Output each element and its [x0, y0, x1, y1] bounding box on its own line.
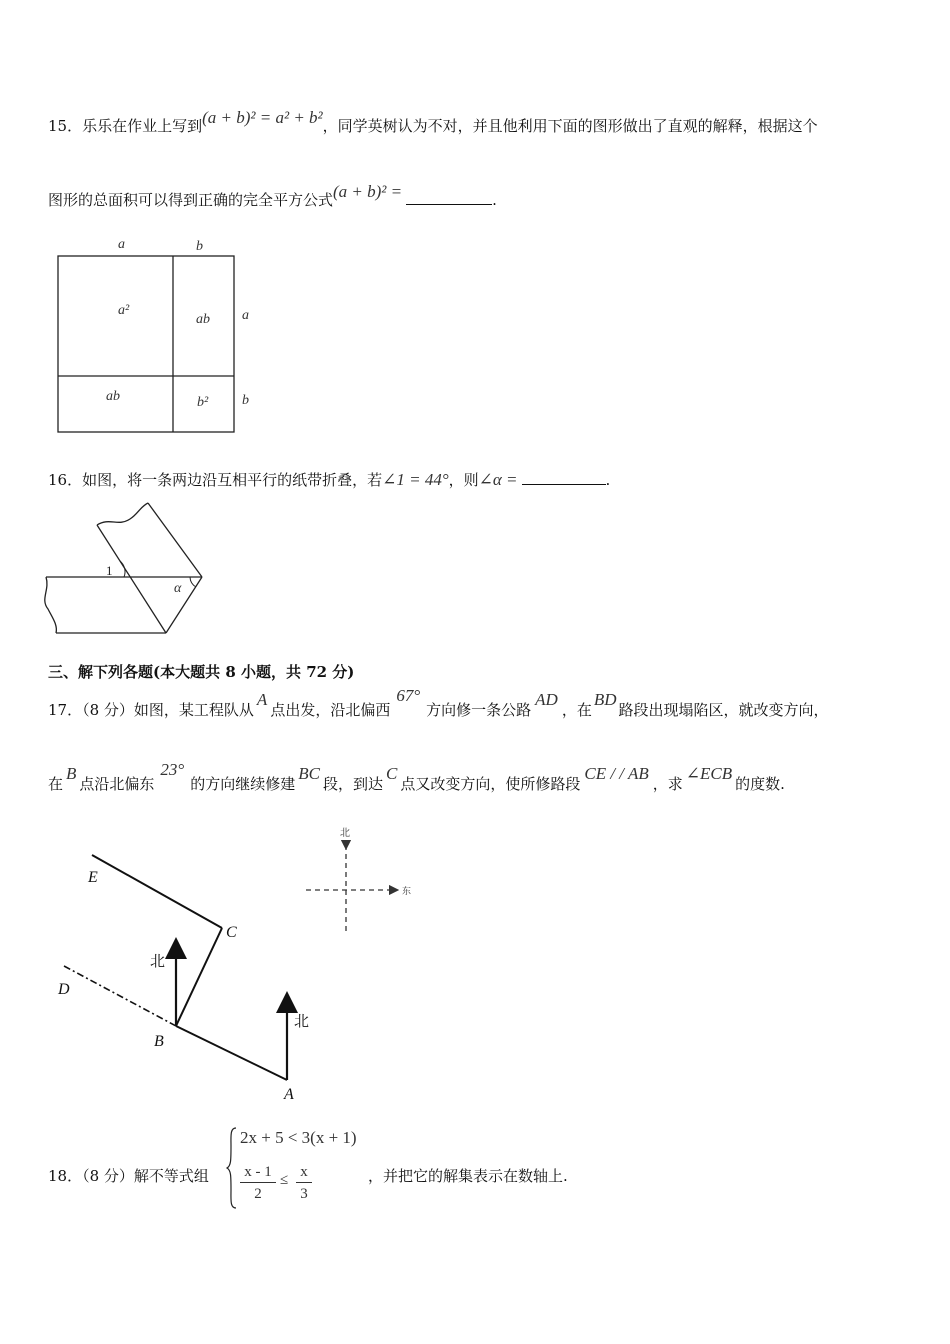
strip-torn-end	[45, 577, 57, 633]
section-3-title: 三、解下列各题(本大题共 8 小题，共 72 分)	[48, 663, 355, 681]
q16-figure	[40, 495, 220, 640]
label-c: C	[226, 924, 237, 941]
system-brace	[226, 1126, 238, 1210]
fraction-1	[240, 1162, 276, 1205]
q17-ce-parallel-ab: CE / / AB	[584, 764, 649, 783]
q15-end: .	[492, 191, 497, 209]
segment-cb	[176, 928, 222, 1026]
north-label-a: 北	[294, 1014, 310, 1030]
q17-score: （8 分）	[82, 701, 134, 719]
label-angle-1: 1	[106, 563, 113, 578]
label-right-a: a	[242, 308, 249, 323]
fraction-2-denominator: 3	[300, 1186, 308, 1202]
q17-t8: 的方向继续修建	[190, 775, 296, 793]
q17-t11: ，求	[652, 775, 683, 793]
q15-text-c: 图形的总面积可以得到正确的完全平方公式	[48, 191, 334, 209]
label-right-b: b	[242, 393, 249, 408]
q17-bc: BC	[298, 764, 320, 783]
q17-t1: 如图，某工程队从	[133, 701, 254, 719]
q17-t12: 的度数.	[735, 775, 785, 793]
fold-torn-end	[97, 503, 148, 525]
q16-text-a: 如图，将一条两边沿互相平行的纸带折叠，若	[82, 471, 383, 489]
q18-number: 18．	[48, 1167, 83, 1185]
q17-point-c: C	[386, 764, 398, 783]
q18-inequality-system	[226, 1126, 366, 1210]
q16-angle-ask: ∠α =	[478, 470, 518, 489]
q15-answer-blank[interactable]	[406, 190, 492, 205]
q17-t10: 点又改变方向，使所修路段	[400, 775, 581, 793]
label-top-a: a	[118, 237, 125, 252]
q15-text-a: 乐乐在作业上写到	[82, 117, 203, 135]
fold-crease	[166, 577, 202, 633]
fraction-1-numerator: x - 1	[240, 1162, 276, 1183]
segment-db-dashed	[64, 966, 176, 1026]
q16-text-b: ，则	[448, 471, 479, 489]
north-label-b: 北	[150, 954, 166, 970]
q15-formula-wrong: (a + b)² = a² + b²	[202, 108, 323, 127]
q17-t3: 方向修一条公路	[426, 701, 532, 719]
q15-text-b: ，同学英树认为不对，并且他利用下面的图形做出了直观的解释，根据这个	[322, 117, 818, 135]
label-b: B	[154, 1033, 164, 1050]
q17-t5: 路段出现塌陷区，就改变方向，	[618, 701, 829, 719]
segment-ec	[92, 855, 222, 928]
q16-angle-given: ∠1 = 44°	[382, 470, 449, 489]
label-angle-alpha: α	[174, 581, 182, 596]
cell-ab-top: ab	[196, 312, 210, 327]
cell-ab-bottom: ab	[106, 389, 120, 404]
q17-number: 17．	[48, 701, 83, 719]
q17-angle-ecb: ∠ECB	[685, 764, 733, 783]
q17-t2: 点出发，沿北偏西	[270, 701, 391, 719]
fraction-2-numerator: x	[296, 1162, 312, 1183]
q17-t9: 段，到达	[322, 775, 383, 793]
compass-east-label: 东	[402, 886, 412, 896]
q17-ad: AD	[535, 690, 558, 709]
label-top-b: b	[196, 239, 203, 254]
q18-score: （8 分）	[82, 1167, 134, 1185]
q17-line2	[48, 760, 785, 794]
q17-deg1: 67°	[396, 686, 421, 705]
q17-point-a: A	[256, 690, 268, 709]
label-e: E	[88, 869, 98, 886]
q17-deg2: 23°	[160, 760, 185, 779]
angle-1-arc	[120, 561, 125, 577]
q17-t7: 点沿北偏东	[79, 775, 155, 793]
q17-point-b: B	[66, 764, 77, 783]
q15-line2	[48, 182, 497, 210]
inequality-2	[240, 1162, 360, 1208]
label-d: D	[58, 981, 70, 998]
cell-a-squared: a²	[118, 303, 130, 318]
q16-answer-blank[interactable]	[522, 470, 606, 485]
q16-end: .	[605, 471, 611, 489]
fraction-1-denominator: 2	[254, 1186, 262, 1202]
q17-bd: BD	[593, 690, 617, 709]
angle-alpha-arc	[190, 577, 196, 587]
fraction-2	[296, 1162, 312, 1205]
q16-line	[48, 470, 610, 490]
q15-figure	[40, 230, 270, 440]
q18-tail: ，并把它的解集表示在数轴上.	[368, 1167, 568, 1185]
q15-formula-left: (a + b)² =	[333, 182, 403, 201]
q17-figure	[50, 820, 430, 1110]
inequality-1: 2x + 5 < 3(x + 1)	[240, 1128, 357, 1147]
fold-right-edge	[148, 503, 202, 577]
fold-left-edge	[97, 525, 166, 633]
q17-t4: ，在	[561, 701, 592, 719]
q18-line	[48, 1166, 209, 1186]
q16-number: 16．	[48, 471, 83, 489]
q15-number: 15．	[48, 117, 83, 135]
le-sign: ≤	[280, 1172, 289, 1188]
q17-t6: 在	[48, 775, 64, 793]
label-a: A	[284, 1086, 294, 1103]
q15-line1	[48, 108, 818, 136]
segment-ba	[176, 1026, 287, 1080]
compass-north-label: 北	[340, 828, 350, 839]
q17-line1	[48, 686, 829, 720]
cell-b-squared: b²	[197, 395, 209, 410]
q18-t1: 解不等式组	[133, 1167, 209, 1185]
